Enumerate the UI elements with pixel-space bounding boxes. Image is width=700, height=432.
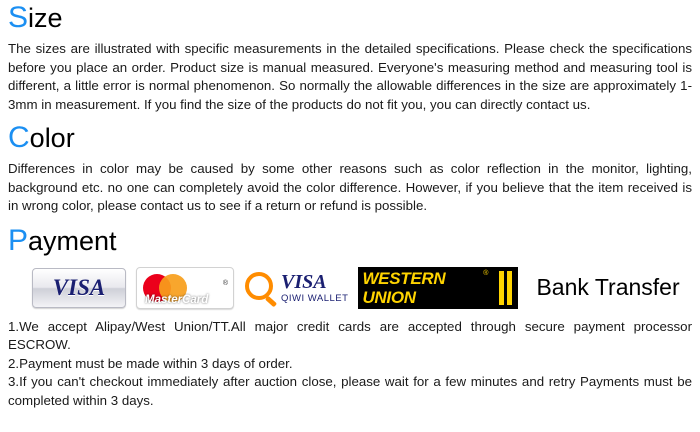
qiwi-visa-wallet-icon	[244, 271, 348, 305]
size-heading-initial: S	[8, 1, 29, 34]
qiwi-visa-label: VISA	[281, 270, 327, 293]
qiwi-wallet-label: QIWI WALLET	[281, 292, 349, 304]
section-payment	[8, 216, 692, 411]
payment-note-2: 2.Payment must be made within 3 days of order.	[8, 355, 293, 371]
western-union-line1: WESTERN	[362, 268, 446, 288]
payment-heading-initial: P	[8, 223, 29, 257]
size-heading	[8, 3, 692, 33]
payment-note-1: 1.We accept Alipay/West Union/TT.All major credit cards are accepted through secure payment processor ESCROW.	[8, 318, 692, 352]
western-union-registered-mark: ®	[483, 269, 489, 277]
western-union-bars-icon	[499, 271, 512, 305]
payment-heading	[8, 223, 692, 257]
size-heading-rest: ize	[28, 3, 63, 33]
color-heading	[8, 123, 692, 153]
color-body-text: Differences in color may be caused by some other reasons such as color reflection in the monitor, lighting, background etc. no one can completely avoid the color difference. However, if you believe that the item received is in wrong color, please contact us to see if a return or refund is possible.	[8, 161, 692, 213]
qiwi-q-icon	[244, 271, 278, 305]
western-union-text	[362, 270, 445, 306]
western-union-line2: UNION	[362, 287, 416, 307]
mastercard-label: MasterCard	[145, 293, 209, 306]
color-heading-initial: C	[8, 121, 30, 154]
western-union-icon	[358, 267, 518, 309]
visa-label: VISA	[52, 274, 106, 300]
bank-transfer-label: Bank Transfer	[536, 274, 680, 300]
visa-icon	[32, 268, 126, 308]
mastercard-registered-mark: ®	[222, 279, 228, 287]
payment-notes	[8, 318, 692, 411]
color-heading-rest: olor	[29, 123, 75, 153]
section-size	[8, 0, 692, 114]
mastercard-icon	[136, 267, 234, 309]
payment-note-3: 3.If you can't checkout immediately after auction close, please wait for a few minutes and retry Payments must be completed within 3 days.	[8, 374, 692, 408]
payment-heading-rest: ayment	[28, 225, 117, 256]
section-color	[8, 114, 692, 216]
size-body-text: The sizes are illustrated with specific measurements in the detailed specifications. Please check the specifications before you place an order. Product size is manual measured. Everyone's measuring method and measuring tool is different, a little error is normal phenomenon. So normally the allowable differences in the size are approximately 1-3mm in measurement. If you find the size of the products do not fit you, you can directly contact us.	[8, 41, 692, 112]
payment-logos-row	[8, 266, 692, 310]
qiwi-text-block	[281, 272, 348, 304]
